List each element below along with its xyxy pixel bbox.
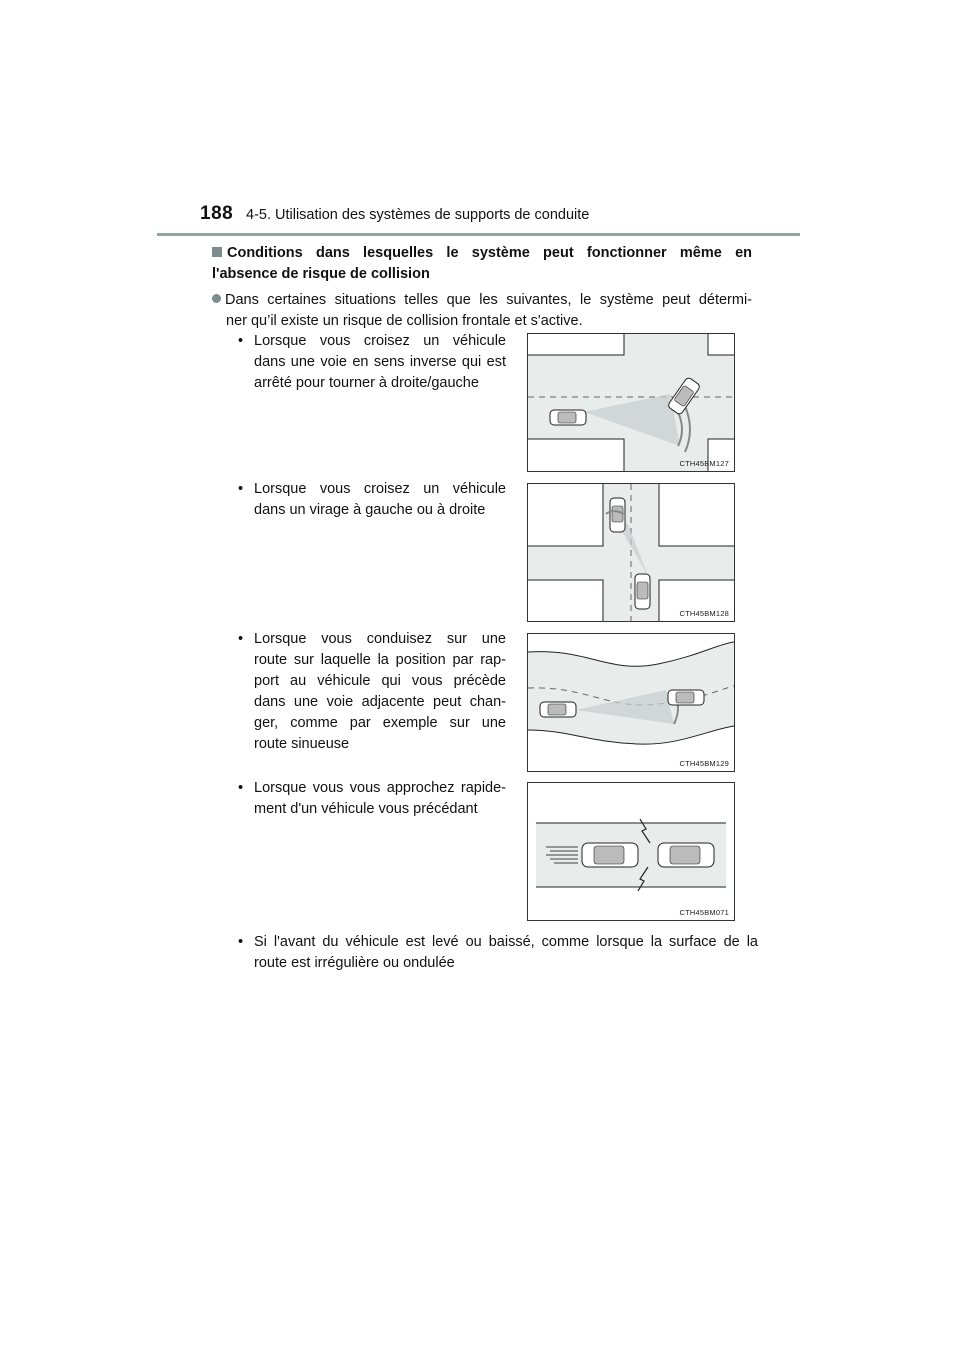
case-item: [238, 932, 758, 974]
case-line: Lorsque vous croisez un véhicule: [254, 481, 506, 497]
case-line: Lorsque vous conduisez sur une: [254, 631, 506, 647]
case-line: Lorsque vous croisez un véhicule: [254, 333, 506, 349]
case-line: dans une voie en sens inverse qui est: [254, 354, 506, 370]
bullet: •: [238, 934, 244, 950]
bullet: •: [238, 631, 244, 647]
intro-paragraph: [212, 290, 752, 332]
square-bullet-icon: [212, 247, 222, 257]
figure-code: CTH45BM129: [679, 759, 729, 768]
chapter-title: 4-5. Utilisation des systèmes de supports de conduite: [246, 207, 590, 223]
figure-code: CTH45BM071: [679, 908, 729, 917]
case-item: [238, 629, 506, 755]
case-line: ger, comme par exemple sur une: [254, 715, 506, 731]
case-line: route sur laquelle la position par rap-: [254, 652, 506, 668]
intro-line-2: ner qu’il existe un risque de collision frontale et s'active.: [226, 313, 583, 329]
page-number: 188: [200, 203, 234, 224]
figure-curve-crossing-vehicle: [527, 483, 735, 622]
case-line: ment d'un véhicule vous précédant: [254, 801, 478, 817]
case-line: Lorsque vous vous approchez rapide-: [254, 780, 506, 796]
circle-bullet-icon: [212, 294, 221, 303]
section-heading: [212, 243, 752, 285]
intro-line-1: Dans certaines situations telles que les suivantes, le système peut détermi-: [225, 292, 752, 308]
case-item: [238, 778, 506, 820]
bullet: •: [238, 780, 244, 796]
bullet: •: [238, 481, 244, 497]
figure-code: CTH45BM127: [679, 459, 729, 468]
heading-line-2: l'absence de risque de collision: [212, 266, 430, 282]
figure-oncoming-turning-vehicle: [527, 333, 735, 472]
bullet: •: [238, 333, 244, 349]
case-item: [238, 479, 506, 521]
case-line: dans un virage à gauche ou à droite: [254, 502, 486, 518]
case-line: route sinueuse: [254, 736, 350, 752]
heading-line-1: Conditions dans lesquelles le système peut fonctionner même en: [227, 245, 752, 261]
case-line: route est irrégulière ou ondulée: [254, 955, 455, 971]
case-item: [238, 331, 506, 394]
case-line: Si l'avant du véhicule est levé ou baissé, comme lorsque la surface de la: [254, 934, 758, 950]
figure-code: CTH45BM128: [679, 609, 729, 618]
case-line: port au véhicule qui vous précède: [254, 673, 506, 689]
header-rule: [157, 233, 800, 236]
case-line: dans une voie adjacente peut chan-: [254, 694, 506, 710]
figure-winding-road: [527, 633, 735, 772]
figure-rapid-approach: [527, 782, 735, 921]
case-line: arrêté pour tourner à droite/gauche: [254, 375, 479, 391]
